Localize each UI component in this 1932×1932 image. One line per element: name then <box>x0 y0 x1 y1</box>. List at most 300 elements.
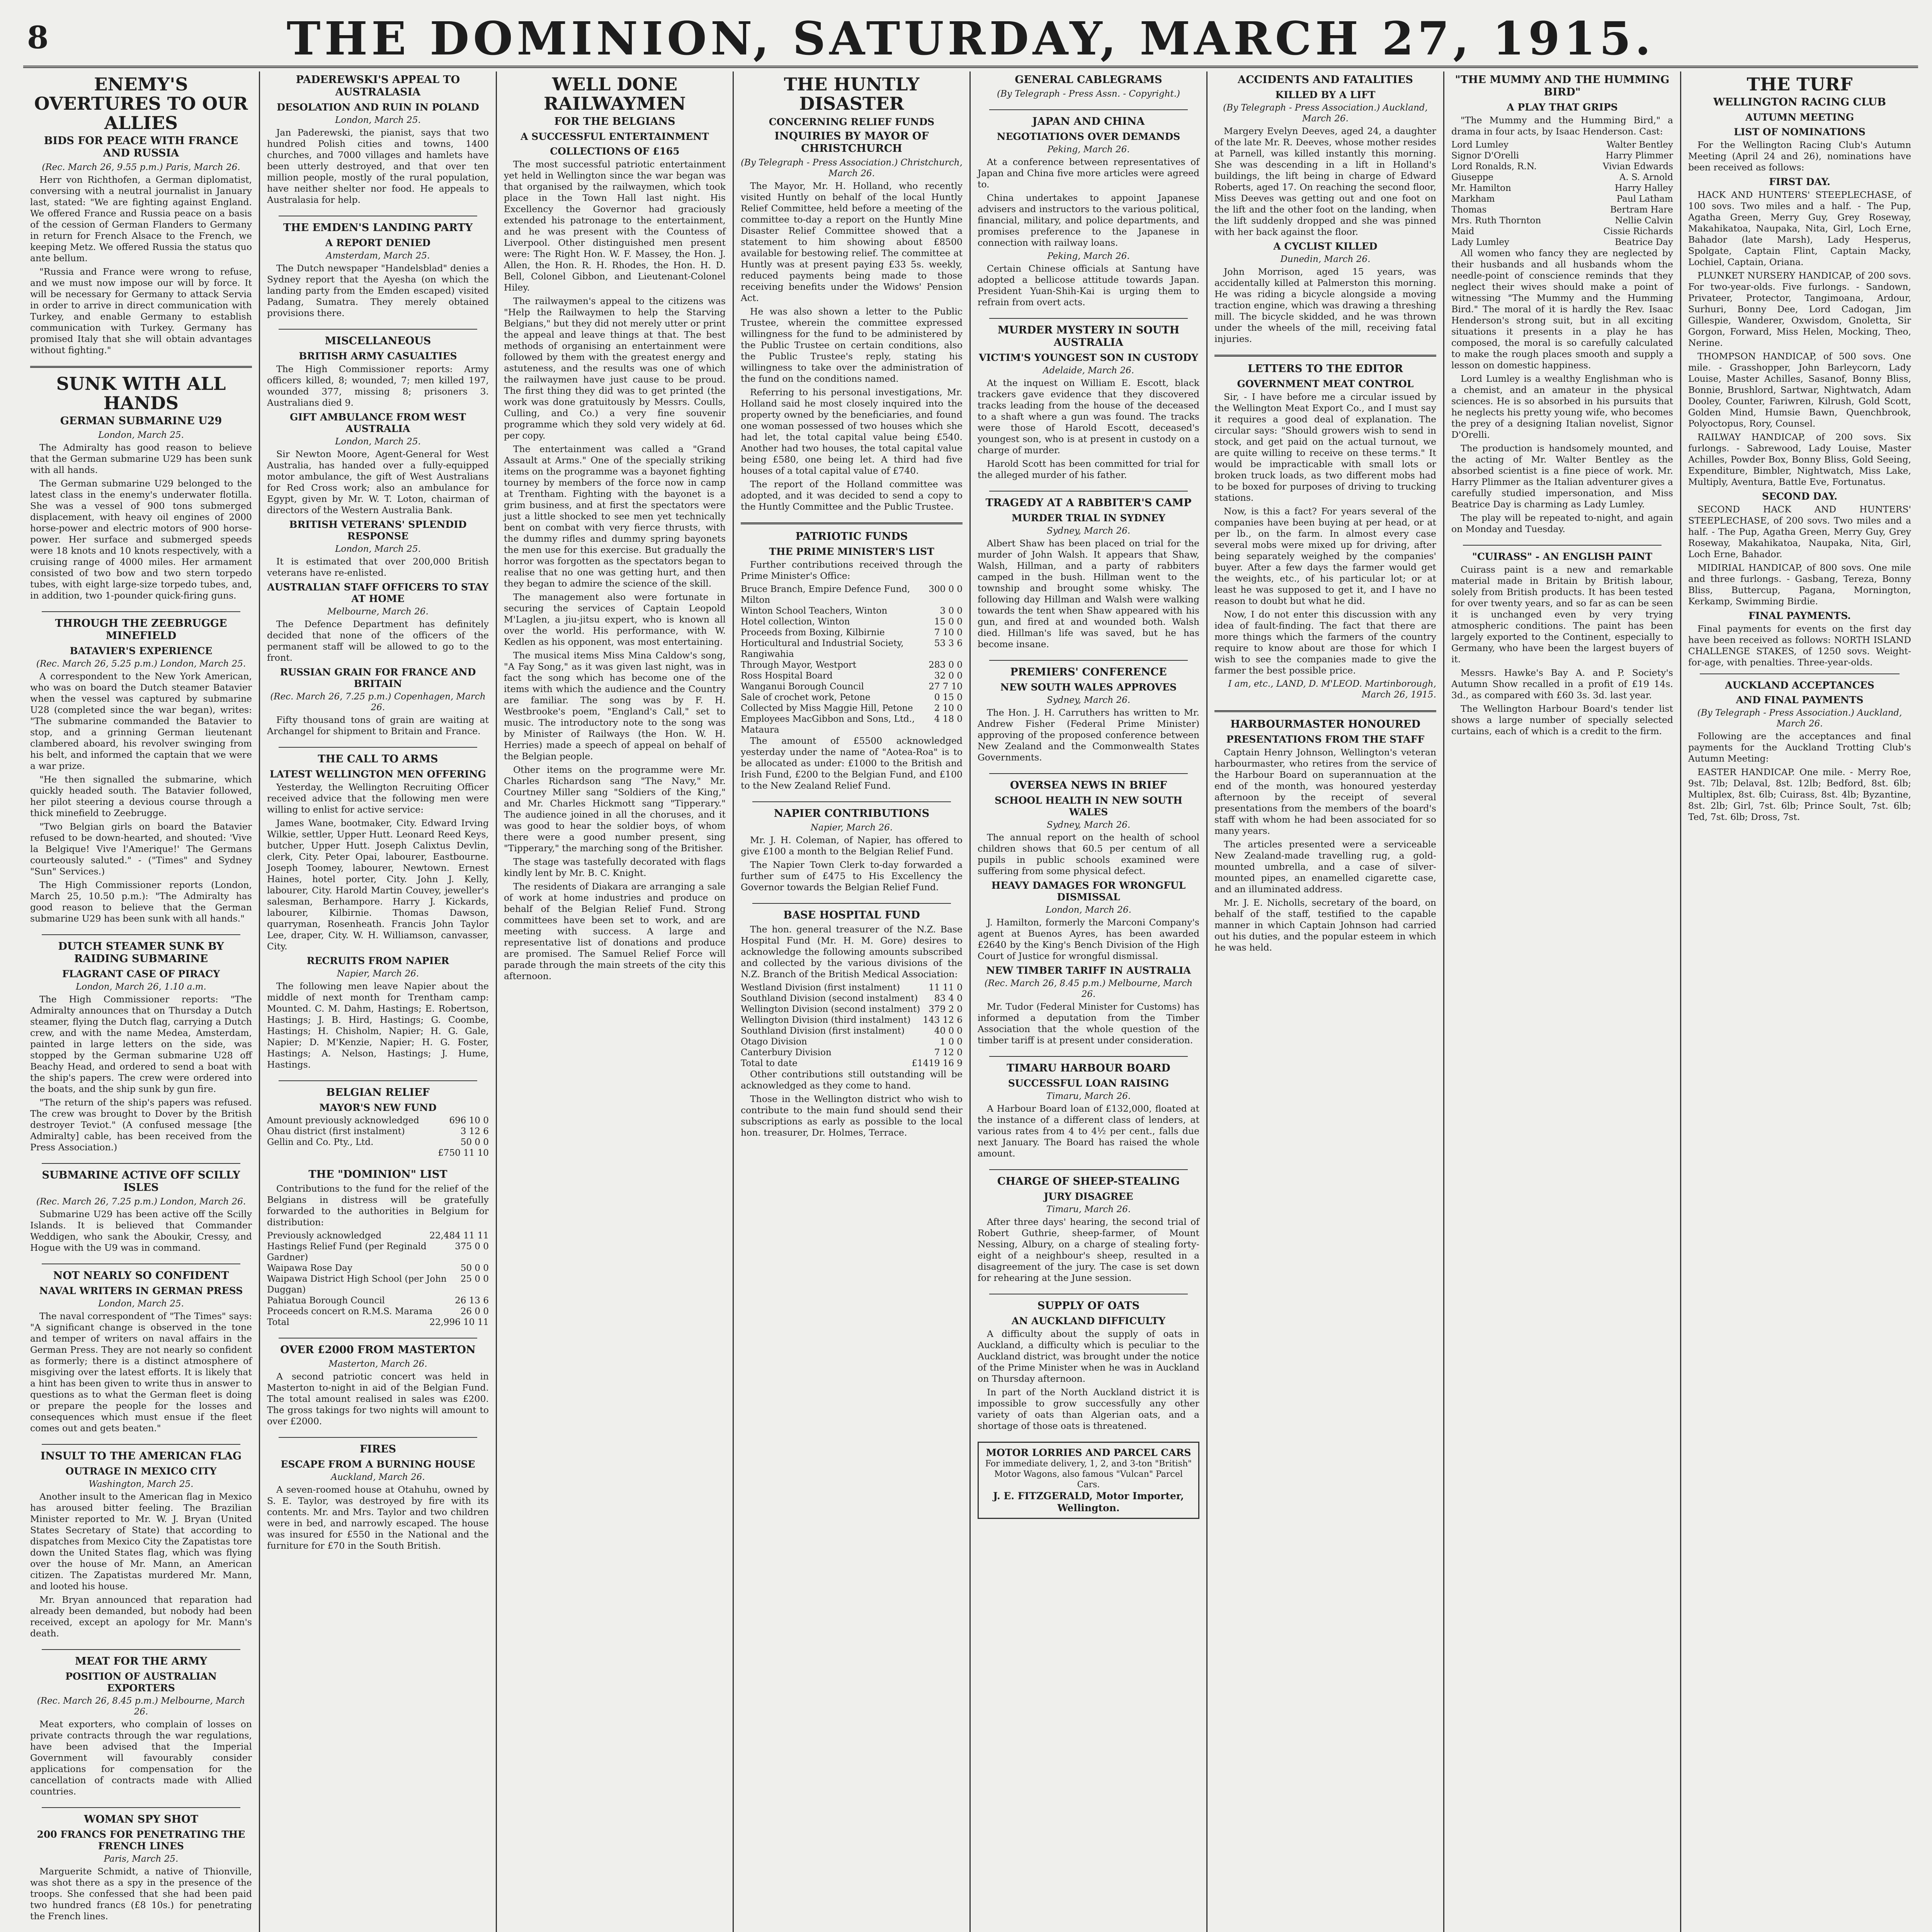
dateline: Sydney, March 26. <box>1046 526 1131 536</box>
day-heading: FINAL PAYMENTS. <box>1748 610 1851 621</box>
divider <box>279 1080 477 1081</box>
paragraph: PLUNKET NURSERY HANDICAP, of 200 sovs. For two-year-olds. Five furlongs. - Sandown, Privateer, Protector, Tangimoana, Ardour, Surhuri, Bonny Dee, Lord Cadogan, Jim Gillespie, Wanderer, Oxwisdom, Gnoletta, Sir Gorgon, Forward, Miss Helen, Mocking, Theo, Nerine. <box>1688 270 1911 348</box>
divider <box>42 934 240 935</box>
divider <box>1214 355 1436 357</box>
headline: TRAGEDY AT A RABBITER'S CAMP <box>985 497 1192 509</box>
headline: ACCIDENTS AND FATALITIES <box>1238 74 1413 86</box>
paragraph: RAILWAY HANDICAP, of 200 sovs. Six furlongs. - Sabrewood, Lady Louise, Master Achilles, Powder Box, Bonny Bliss, Gold Seeing, Expenditure, Bimbler, Nightwatch, Miss Lake, Multiply, Aventura, Battle Eve, Fortunatus. <box>1688 432 1911 487</box>
article-woman-spy-shot <box>30 1813 252 1922</box>
subheadline: LIST OF NOMINATIONS <box>1734 126 1866 138</box>
list-item-name: Giuseppe <box>1451 172 1494 182</box>
list-item-amount: Harry Halley <box>1614 183 1673 193</box>
paragraph: Messrs. Hawke's Bay A. and P. Society's Autumn Show recalled in a profit of £19 14s. 3d., as compared with £60 3s. 3d. last year. <box>1451 667 1673 701</box>
list-item-name: Through Mayor, Westport <box>741 660 857 670</box>
subheadline: INQUIRIES BY MAYOR OF CHRISTCHURCH <box>774 130 929 155</box>
subheadline: BRITISH ARMY CASUALTIES <box>299 350 457 362</box>
list-item <box>267 1148 489 1158</box>
paragraph: The German submarine U29 belonged to the latest class in the enemy's underwater flotilla. She was a vessel of 900 tons submerged displacement, with heavy oil engines of 2000 horse-power and electric motors of 900 horse-power. Her surface and submerged speeds were 18 knots and 10 knots respectively, with a cruising range of 4000 miles. Her armament consisted of two bow and two stern torpedo tubes, with eight large-size torpedo tubes, and, in addition, two 1-pounder quick-firing guns. <box>30 478 252 601</box>
subheadline: BRITISH VETERANS' SPLENDID RESPONSE <box>289 519 467 542</box>
list-item <box>741 1036 963 1047</box>
article-enemys-overtures <box>30 75 252 356</box>
paragraph: HACK AND HUNTERS' STEEPLECHASE, of 100 sovs. Two miles and a half. - The Pup, Agatha Green, Merry Guy, Grey Roseway, Makahikatoa, Naupaka, Nita, Girl, Loch Erne, Bahador (late Marsh), Lady Hesperus, Spolgate, Captain Flint, Captain Macky, Lochiel, Captain, Oriana. <box>1688 189 1911 267</box>
dateline: Masterton, March 26. <box>328 1359 427 1369</box>
paragraph: Harold Scott has been committed for trial for the alleged murder of his father. <box>978 458 1199 480</box>
list-item <box>1451 161 1673 172</box>
headline: MISCELLANEOUS <box>325 335 431 347</box>
list-item-name: Lord Ronalds, R.N. <box>1451 162 1537 172</box>
columns <box>23 71 1918 1932</box>
list-item <box>1451 183 1673 194</box>
paragraph: Other contributions still outstanding will be acknowledged as they come to hand. <box>741 1069 963 1091</box>
list-item <box>741 605 963 616</box>
headline: MURDER MYSTERY IN SOUTH AUSTRALIA <box>997 324 1180 349</box>
subheadline: VICTIM'S YOUNGEST SON IN CUSTODY <box>979 352 1198 363</box>
subheadline: SUCCESSFUL LOAN RAISING <box>1008 1078 1169 1089</box>
paragraph: The most successful patriotic entertainment yet held in Wellington since the war began was that organised by the railwaymen, which took place in the Town Hall last night. His Excellency the Governor had graciously extended his patronage to the entertainment, and he was present with the Countess of Liverpool. Other distinguished men present were: The Right Hon. W. F. Massey, the Hon. J. Allen, the Hon. R. H. Rhodes, the Hon. H. D. Bell, Colonel Gibbon, and Lieutenant-Colonel Hiley. <box>504 159 726 293</box>
dateline: London, March 25. <box>98 1299 184 1309</box>
paragraph: The residents of Diakara are arranging a sale of work at home industries and produce on behalf of the Belgian Relief Fund. Strong committees have been set to work, and are meeting with success. A large and representative list of donations and produce are promised. The Samuel Relief Force will parade through the main streets of the city this afternoon. <box>504 881 726 981</box>
subheadline: WELLINGTON RACING CLUB <box>1713 96 1886 108</box>
paragraph: Now, I do not enter this discussion with any idea of fault-finding. The fact that there are more things which the farmers of the country require to know about are those for which I wish to see the companies made to give the farmer the best possible price. <box>1214 609 1436 676</box>
paragraph: Sir, - I have before me a circular issued by the Wellington Meat Export Co., and I must say it requires a good deal of explanation. The circular says: "Should growers wish to send in stock, and get paid on the actual turnout, we are quite willing to receive on these terms." It would be impracticable with small lots or broken truck loads, as two different mobs had to be boxed for purposes of driving to trucking stations. <box>1214 391 1436 503</box>
list-item-name: Previously acknowledged <box>267 1231 382 1241</box>
list-item-name: Employees MacGibbon and Sons, Ltd., Mataura <box>741 714 915 735</box>
paragraph: China undertakes to appoint Japanese advisers and instructors to the various political, financial, military, and police departments, and promises preference to the Japanese in connection with railway loans. <box>978 192 1199 248</box>
article-cuirass-paint <box>1451 551 1673 737</box>
list-item-name: Wellington Division (second instalment) <box>741 1004 920 1014</box>
article-rabbiters-camp <box>978 497 1199 650</box>
column-6 <box>1208 71 1444 1932</box>
headline: THE EMDEN'S LANDING PARTY <box>283 222 473 234</box>
list-item-amount: 15 0 0 <box>934 617 963 627</box>
article-patriotic-funds <box>741 531 963 791</box>
paragraph: Mr. Bryan announced that reparation had already been demanded, but nobody had been received, except an apology for Mr. Mann's death. <box>30 1594 252 1639</box>
list-item <box>741 584 963 605</box>
dateline: Dunedin, March 26. <box>1280 254 1371 264</box>
subheadline: GIFT AMBULANCE FROM WEST AUSTRALIA <box>289 412 466 434</box>
list-item-name: Ohau district (first instalment) <box>267 1126 405 1136</box>
paragraph: Referring to his personal investigations, Mr. Holland said he most closely inquired into the property owned by the beneficiaries, and found one woman possessed of two houses which she had let, the total capital value being £540. Another had two houses, the total capital value being £580, one being let. A third had five houses of a total capital value of £740. <box>741 387 963 476</box>
divider <box>752 903 951 904</box>
list-item-amount: 22,484 11 11 <box>429 1231 489 1241</box>
paragraph: James Wane, bootmaker, City. Edward Irving Wilkie, settler, Upper Hutt. Leonard Reed Keys, butcher, Upper Hutt. Joseph Calixtus Devlin, clerk, City. Peter Opai, labourer, Eastbourne. Joseph Toomey, labourer, Newtown. Ernest Haines, hotel porter, City. John J. Kelly, labourer, City. Harold Martin Couvey, jeweller's salesman, Berhampore. Harry J. Kickards, labourer, Kilbirnie. Thomas Dawson, quarryman, Rosenheath. Francis John Taylor Lee, draper, City. W. H. Williamson, canvasser, City. <box>267 818 489 952</box>
article-napier-contributions <box>741 808 963 893</box>
subheadline: AN AUCKLAND DIFFICULTY <box>1011 1315 1166 1327</box>
list-item <box>741 1026 963 1036</box>
list-item-name: Otago Division <box>741 1037 807 1047</box>
paragraph: EASTER HANDICAP. One mile. - Merry Roe, 9st. 7lb; Delaval, 8st. 12lb; Bedford, 8st. 6lb; Multiplex, 8st. 6lb; Cuirass, 8st. 4lb; Byzantine, 8st. 2lb; Girl, 7st. 6lb; Prince Soult, 7st. 6lb; Ted, 7st. 6lb; Dross, 7st. <box>1688 767 1911 822</box>
dateline: London, March 25. <box>335 544 421 554</box>
headline: NOT NEARLY SO CONFIDENT <box>53 1270 229 1282</box>
dateline: Sydney, March 26. <box>1046 695 1131 705</box>
subheadline: AUSTRALIAN STAFF OFFICERS TO STAY AT HOME <box>267 582 489 604</box>
list-item-amount: 4 18 0 <box>934 714 963 724</box>
paragraph: Sir Newton Moore, Agent-General for West Australia, has handed over a fully-equipped motor ambulance, the gift of West Australians for Red Cross work; also an ambulance for Egypt, given by Mr. W. T. Loton, chairman of directors of the Western Australia Bank. <box>267 449 489 515</box>
dateline: Paris, March 25. <box>104 1854 179 1864</box>
headline: ENEMY'S OVERTURES TO OUR ALLIES <box>34 74 248 133</box>
subheadline: ESCAPE FROM A BURNING HOUSE <box>281 1459 475 1470</box>
list-item-amount: 7 10 0 <box>934 628 963 638</box>
subheadline: SCHOOL HEALTH IN NEW SOUTH WALES <box>995 795 1182 818</box>
paragraph: A seven-roomed house at Otahuhu, owned by S. E. Taylor, was destroyed by fire with its contents. Mr. and Mrs. Taylor and two children were in bed, and narrowly escaped. The house was insured for £550 in the National and the furniture for £70 in the South British. <box>267 1484 489 1551</box>
subheadline: COLLECTIONS OF £165 <box>550 146 680 157</box>
headline: LETTERS TO THE EDITOR <box>1248 363 1403 375</box>
headline: PATRIOTIC FUNDS <box>795 531 908 543</box>
headline: OVERSEA NEWS IN BRIEF <box>1010 779 1167 791</box>
list-item-amount: Bertram Hare <box>1610 205 1673 215</box>
divider <box>1700 673 1900 674</box>
paragraph: The annual report on the health of school children shows that 60.5 per centum of all pupils in public schools examined were suffering from some physical defect. <box>978 832 1199 876</box>
list-item-name: Thomas <box>1451 205 1487 215</box>
list-item <box>741 638 963 660</box>
paragraph: Other items on the programme were Mr. Charles Richardson sang "The Navy," Mr. Courtney Miller sang "Soldiers of the King," and Mr. Charles Hickmott sang "Tipperary." The audience joined in all the choruses, and it was good to hear the soldier boys, of whom there were a good number present, sing "Tipperary," the marching song of the Britisher. <box>504 764 726 854</box>
paragraph: Mr. Tudor (Federal Minister for Customs) has informed a deputation from the Timber Association that the whole question of the timber tariff is at present under consideration. <box>978 1001 1199 1046</box>
paragraph: "The return of the ship's papers was refused. The crew was brought to Dover by the British destroyer Teviot." (A confused message [the Admiralty] cable, has been received from the Press Association.) <box>30 1097 252 1153</box>
column-4 <box>734 71 971 1932</box>
subscription-list <box>267 1115 489 1158</box>
list-item <box>267 1230 489 1241</box>
list-item <box>1451 139 1673 150</box>
paragraph: The hon. general treasurer of the N.Z. Base Hospital Fund (Mr. H. M. Gore) desires to acknowledge the following amounts subscribed and collected by the various divisions of the N.Z. Branch of the British Medical Association: <box>741 924 963 980</box>
paragraph: Mr. J. H. Coleman, of Napier, has offered to give £100 a month to the Belgian Relief Fund. <box>741 835 963 857</box>
headline: NAPIER CONTRIBUTIONS <box>774 808 930 820</box>
paragraph: The play will be repeated to-night, and again on Monday and Tuesday. <box>1451 512 1673 534</box>
article-dutch-steamer-sunk <box>30 940 252 1153</box>
paragraph: The Defence Department has definitely decided that none of the officers of the permanent staff will be allowed to go to the front. <box>267 619 489 663</box>
list-item-name: Hastings Relief Fund (per Reginald Gardner) <box>267 1242 427 1262</box>
list-item <box>267 1126 489 1137</box>
subheadline: NAVAL WRITERS IN GERMAN PRESS <box>39 1285 243 1296</box>
list-item-name: Lady Lumley <box>1451 237 1509 247</box>
list-item-name: Canterbury Division <box>741 1048 832 1058</box>
divider <box>1463 545 1662 546</box>
day-heading: SECOND DAY. <box>1762 491 1838 502</box>
dateline: Washington, March 25. <box>88 1479 194 1489</box>
subheadline: A PLAY THAT GRIPS <box>1507 102 1618 113</box>
article-harbourmaster-honoured <box>1214 718 1436 953</box>
list-item-amount: 375 0 0 <box>455 1242 489 1252</box>
article-masterton <box>267 1344 489 1427</box>
list-item-name: Wellington Division (third instalment) <box>741 1015 911 1025</box>
divider <box>989 660 1188 661</box>
paragraph: The Wellington Harbour Board's tender list shows a large number of specially selected curtains, each of which is a credit to the firm. <box>1451 703 1673 736</box>
list-item-amount: 26 0 0 <box>460 1306 489 1316</box>
paragraph: A second patriotic concert was held in Masterton to-night in aid of the Belgian Fund. The total amount realised in sales was £200. The gross takings for two nights will amount to over £2000. <box>267 1371 489 1427</box>
column-5 <box>971 71 1208 1932</box>
article-sunk-with-all-hands <box>30 374 252 601</box>
dateline: London, March 25. <box>335 437 421 447</box>
paragraph: Marguerite Schmidt, a native of Thionville, was shot there as a spy in the presence of the troops. She confessed that she had been paid two hundred francs (£8 10s.) for penetrating the French lines. <box>30 1866 252 1922</box>
list-item <box>267 1306 489 1317</box>
list-item-amount: Harry Plimmer <box>1605 151 1673 161</box>
divider <box>30 366 252 368</box>
paragraph: Following are the acceptances and final payments for the Auckland Trotting Club's Autumn Meeting: <box>1688 731 1911 764</box>
divider <box>42 1807 240 1808</box>
article-dominion-list <box>267 1168 489 1328</box>
list-item-amount: A. S. Arnold <box>1619 172 1673 182</box>
list-item-amount: 40 0 0 <box>934 1026 963 1036</box>
paragraph: Fifty thousand tons of grain are waiting at Archangel for shipment to Britain and France. <box>267 714 489 736</box>
list-item-amount: Nellie Calvin <box>1615 216 1673 226</box>
paragraph: The following men leave Napier about the middle of next month for Trentham camp: Mounted. C. M. Dahm, Hastings; E. Robertson, Hastings; J. B. Hird, Hastings; G. Coombe, Hastings; H. Chisholm, Napier; H. G. Gale, Napier; D. M'Kenzie, Napier; H. G. Foster, Hastings; A. Nelson, Hastings; J. Hume, Hastings. <box>267 981 489 1070</box>
list-item-name: Waipawa District High School (per John Duggan) <box>267 1274 447 1295</box>
list-item-amount: 0 15 0 <box>934 692 963 702</box>
paragraph: Now, is this a fact? For years several of the companies have been buying at per head, or at per lb., on the farm. In almost every case several mobs were mixed up for driving, after being separately weighed by the companies' buyer. After a few days the farmer would get the weights, etc., of his particular lot; or at least he was supposed to get it, and I have no reason to doubt but what he did. <box>1214 506 1436 606</box>
headline: SUPPLY OF OATS <box>1037 1300 1140 1312</box>
article-zeebrugge-minefield <box>30 617 252 924</box>
headline: PADEREWSKI'S APPEAL TO AUSTRALASIA <box>296 74 460 98</box>
paragraph: The stage was tastefully decorated with flags kindly lent by Mr. B. C. Knight. <box>504 856 726 878</box>
subheadline: CONCERNING RELIEF FUNDS <box>769 116 935 128</box>
list-item <box>741 982 963 993</box>
article-mummy-humming-bird <box>1451 74 1673 535</box>
article-belgian-relief <box>267 1087 489 1158</box>
ad-text: For immediate delivery, 1, 2, and 3-ton "British" Motor Wagons, also famous "Vulcan" Parcel Cars. <box>985 1459 1192 1490</box>
list-item <box>1451 150 1673 161</box>
paragraph: Certain Chinese officials at Santung have adopted a bellicose attitude towards Japan. President Yuan-Shih-Kai is urging them to refrain from overt acts. <box>978 263 1199 308</box>
dateline: Napier, March 26. <box>337 969 419 979</box>
paragraph: The railwaymen's appeal to the citizens was "Help the Railwaymen to help the Starving Belgians," but they did not merely utter or print the appeal and leave things at that. The best methods of organising an entertainment were followed by them with the greatest energy and astuteness, and the results was one of which the railwaymen have just cause to be proud. The first thing they did was to get printed (the work was done gratuitously by Messrs. Coulls, Culling, and Co.) a very fine souvenir programme which they sold very widely at 6d. per copy. <box>504 296 726 441</box>
dateline: Timaru, March 26. <box>1046 1204 1131 1214</box>
paragraph: After three days' hearing, the second trial of Robert Guthrie, sheep-farmer, of Mount Nessing, Albury, on a charge of stealing forty-eight of a neighbour's sheep, resulted in a disagreement of the jury. The case is set down for rehearing at the June session. <box>978 1216 1199 1283</box>
dateline: (By Telegraph - Press Association.) Christchurch, March 26. <box>741 158 963 179</box>
subheadline: RUSSIAN GRAIN FOR FRANCE AND BRITAIN <box>280 667 476 689</box>
article-the-turf <box>1688 75 1911 823</box>
article-well-done-railwaymen <box>504 75 726 982</box>
list-item-amount: 379 2 0 <box>929 1004 963 1014</box>
paragraph: The Mayor, Mr. H. Holland, who recently visited Huntly on behalf of the local Huntly Relief Committee, held before a meeting of the committee to-day a report on the Huntly Mine Disaster Relief Committee showed that a statement to him showing about £8500 available for bestowing relief. The committee at Huntly was at present paying £33 5s. weekly, reduced payments being made to those receiving benefits under the Widows' Pension Act. <box>741 180 963 303</box>
dateline: Auckland, March 26. <box>331 1472 425 1482</box>
paragraph: J. Hamilton, formerly the Marconi Company's agent at Buenos Ayres, has been awarded £2640 by the King's Bench Division of the High Court of Justice for wrongful dismissal. <box>978 917 1199 961</box>
dateline: Melbourne, March 26. <box>327 607 429 617</box>
divider <box>752 801 951 802</box>
headline: INSULT TO THE AMERICAN FLAG <box>40 1450 242 1462</box>
list-item-amount: 22,996 10 11 <box>429 1317 489 1327</box>
headline: MEAT FOR THE ARMY <box>75 1655 207 1667</box>
subheadline: RECRUITS FROM NAPIER <box>306 955 449 966</box>
subheadline: NEW TIMBER TARIFF IN AUSTRALIA <box>986 965 1191 976</box>
divider <box>989 1056 1188 1057</box>
divider <box>1214 710 1436 712</box>
article-timaru-harbour <box>978 1062 1199 1159</box>
dateline: Napier, March 26. <box>810 823 893 833</box>
list-item-amount: 25 0 0 <box>460 1274 489 1284</box>
paragraph: At a conference between representatives of Japan and China five more articles were agreed to. <box>978 156 1199 190</box>
dateline: (Rec. March 26, 9.55 p.m.) Paris, March 26. <box>42 162 240 172</box>
list-item-name: Total <box>267 1317 289 1327</box>
article-general-cablegrams <box>978 74 1199 99</box>
subheadline: DESOLATION AND RUIN IN POLAND <box>277 102 479 113</box>
paragraph: The naval correspondent of "The Times" says: "A significant change is observed in the tone and temper of writers on naval affairs in the German Press. They are not nearly so confident as formerly; there is a distinct atmosphere of misgiving over the latest efforts. It is likely that a hint has been given to write thus in answer to questions as to what the German fleet is doing or prepare the people for the losses and consequences which must ensue if the fleet comes out and gets beaten." <box>30 1311 252 1434</box>
subscription-list <box>267 1230 489 1328</box>
list-item <box>267 1137 489 1148</box>
subscription-list <box>741 584 963 735</box>
list-item-name: Wanganui Borough Council <box>741 682 864 692</box>
article-insult-american-flag <box>30 1450 252 1639</box>
paragraph: Jan Paderewski, the pianist, says that two hundred Polish cities and towns, 1400 churches, and 7000 villages and hamlets have been utterly destroyed, and that over ten million people, mostly of the rural population, have neither shelter nor food. He appeals to Australasia for help. <box>267 127 489 205</box>
list-item <box>741 692 963 703</box>
paragraph: At the inquest on William E. Escott, black trackers gave evidence that they discovered tracks leading from the house of the deceased to a shaft where a gun was found. The tracks were those of Harold Escott, deceased's youngest son, who is at present in custody on a charge of murder. <box>978 378 1199 456</box>
list-item <box>741 703 963 714</box>
list-item-name: Markham <box>1451 194 1495 204</box>
list-item-amount: 50 0 0 <box>460 1263 489 1273</box>
dateline: Peking, March 26. <box>1047 251 1130 261</box>
article-japan-and-china <box>978 116 1199 308</box>
paragraph: Meat exporters, who complain of losses on private contracts through the war regulations, have been advised that the Imperial Government will favourably consider applications for compensation for the cancellation of contracts made with Allied countries. <box>30 1719 252 1797</box>
paragraph: "Two Belgian girls on board the Batavier refused to be down-hearted, and shouted: 'Vive la Belgique! Vive l'Amerique!' The Germans courteously saluted." - ("Times" and Sydney "Sun" Services.) <box>30 821 252 877</box>
list-item <box>741 670 963 681</box>
subheadline: FLAGRANT CASE OF PIRACY <box>62 968 220 980</box>
dateline: (Rec. March 26, 7.25 p.m.) Copenhagen, March 26. <box>270 692 486 713</box>
list-item-name: Winton School Teachers, Winton <box>741 606 888 616</box>
column-3 <box>497 71 734 1932</box>
divider <box>42 1444 240 1445</box>
headline: JAPAN AND CHINA <box>1032 116 1145 128</box>
headline: SUBMARINE ACTIVE OFF SCILLY ISLES <box>42 1169 240 1194</box>
dateline: (Rec. March 26, 8.45 p.m.) Melbourne, March 26. <box>984 978 1193 999</box>
paragraph: Herr von Richthofen, a German diplomatist, conversing with a neutral journalist in January last, stated: "We are fighting against England. We offered France and Russia peace on a basis of the cession of German Flanders to Germany in return for French Alsace to the French, we keeping Metz. We offered Russia the status quo ante bellum. <box>30 174 252 264</box>
subheadline: A CYCLIST KILLED <box>1273 241 1378 252</box>
list-item-name: Horticultural and Industrial Society, Rangiwahia <box>741 638 904 659</box>
article-oversea-news <box>978 779 1199 1046</box>
paragraph: Margery Evelyn Deeves, aged 24, a daughter of the late Mr. R. Deeves, whose mother resides at Parnell, was killed instantly this morning. She was descending in a lift in Holland's buildings, the lift being in charge of Edward Roberts, aged 17. On reaching the second floor, Miss Deeves was getting out and one foot on the lift and the other foot on the landing, when the lift suddenly dropped and she was pinned with her back against the floor. <box>1214 126 1436 237</box>
list-item-name: Maid <box>1451 226 1475 236</box>
paragraph: The Hon. J. H. Carruthers has written to Mr. Andrew Fisher (Federal Prime Minister) approving of the proposed conference between New Zealand and the Commonwealth States Governments. <box>978 707 1199 763</box>
column-7 <box>1444 71 1681 1932</box>
list-item-amount: 300 0 0 <box>929 584 963 594</box>
paragraph: The production is handsomely mounted, and the acting of Mr. Walter Bentley as the absorbed scientist is a fine piece of work. Mr. Harry Plimmer as the Italian adventurer gives a carefully studied impersonation, and Miss Beatrice Day is charming as Lady Lumley. <box>1451 443 1673 510</box>
paragraph: The articles presented were a serviceable New Zealand-made travelling rug, a gold-mounted umbrella, and a case of silver-mounted pipes, an enamelled cigarette case, and an illuminated address. <box>1214 839 1436 895</box>
list-item-amount: Cissie Richards <box>1603 226 1673 236</box>
list-item-amount: 53 3 6 <box>934 638 963 648</box>
paragraph: All women who fancy they are neglected by their husbands and all husbands whom the needle-point of conscience reminds that they neglect their wives should make a point of witnessing "The Mummy and the Humming Bird." The moral of it is hardly the Rev. Isaac Henderson's strong suit, but in all exciting situations it presents in a play he has composed, the moral is so carefully calculated to make the rough places smooth and supply a lesson on domestic happiness. <box>1451 248 1673 371</box>
list-item-name: Southland Division (second instalment) <box>741 993 918 1003</box>
dateline: (Rec. March 26, 8.45 p.m.) Melbourne, March 26. <box>37 1696 245 1717</box>
article-not-nearly-so-confident <box>30 1270 252 1434</box>
article-accidents <box>1214 74 1436 345</box>
list-item-name: Total to date <box>741 1058 798 1068</box>
paragraph: Lord Lumley is a wealthy Englishman who is a chemist, and an amateur in the physical sciences. He is so absorbed in his pursuits that he neglects his pretty young wife, who becomes the prey of a designing Italian novelist, Signor D'Orelli. <box>1451 373 1673 440</box>
list-item-name: Gellin and Co. Pty., Ltd. <box>267 1137 374 1147</box>
dateline: (By Telegraph - Press Association.) Auckland, March 26. <box>1223 103 1428 124</box>
paragraph: A Harbour Board loan of £132,000, floated at the instance of a different class of lenders, at various rates from 4 to 4½ per cent., falls due next January. The Board has raised the whole amount. <box>978 1103 1199 1159</box>
dateline: Amsterdam, March 25. <box>326 251 430 261</box>
headline: CHARGE OF SHEEP-STEALING <box>997 1175 1180 1187</box>
subheadline: A SUCCESSFUL ENTERTAINMENT <box>520 131 709 142</box>
list-item <box>741 627 963 638</box>
article-meat-for-army <box>30 1655 252 1797</box>
paragraph: Mr. J. E. Nicholls, secretary of the board, on behalf of the staff, testified to the capable manner in which Captain Johnson had carried out his duties, and the popular esteem in which he was held. <box>1214 897 1436 953</box>
article-emden-landing-party <box>267 222 489 319</box>
headline: OVER £2000 FROM MASTERTON <box>280 1344 476 1356</box>
paragraph: The High Commissioner reports: Army officers killed, 8; wounded, 7; men killed 197, wounded 377, missing 8; prisoners 3. Australians died 9. <box>267 364 489 408</box>
subheadline: 200 FRANCS FOR PENETRATING THE FRENCH LINES <box>37 1829 245 1852</box>
headline: FIRES <box>359 1443 396 1455</box>
list-item-amount: Vivian Edwards <box>1602 162 1673 172</box>
divider <box>989 109 1188 110</box>
dateline: London, March 26, 1.10 a.m. <box>76 982 206 992</box>
list-item-amount: 2 10 0 <box>934 703 963 713</box>
list-item <box>1451 215 1673 226</box>
divider <box>989 773 1188 774</box>
list-item-name: Pahiatua Borough Council <box>267 1296 385 1306</box>
headline: WOMAN SPY SHOT <box>84 1813 198 1825</box>
divider <box>989 318 1188 319</box>
list-item-amount: £1419 16 9 <box>912 1058 963 1068</box>
list-item-amount: 27 7 10 <box>929 682 963 692</box>
divider <box>279 329 477 330</box>
divider <box>989 491 1188 492</box>
list-item-amount: 7 12 0 <box>934 1048 963 1058</box>
divider <box>279 1437 477 1438</box>
paragraph: The entertainment was called a "Grand Assault at Arms." One of the specially striking items on the programme was a bayonet fighting tourney by members of the force now in camp at Trentham. Fighting with the bayonet is a grim business, and at first the spectators were just a little shocked to see men yet technically bent on combat with very fierce thrusts, with the dummy rifles and dummy spring bayonets the men use for this exercise. But gradually the horror was forgotten as the spectators began to realise that no one was getting hurt, and then they began to admire the science of the skill. <box>504 444 726 589</box>
paragraph: The musical items Miss Mina Caldow's song, "A Fay Song," as it was given last night, was in fact the song which has become one of the items with which the audience and the Country are familiar. The song was by F. H. Westbrooke's poem, "England's Call," set to music. The introductory note to the song was by Minister of Railways (the Hon. W. H. Herries) made a speech of appeal on behalf of the Belgian people. <box>504 650 726 762</box>
headline: THE HUNTLY DISASTER <box>784 74 920 114</box>
list-item-name: Proceeds concert on R.M.S. Marama <box>267 1306 433 1316</box>
list-item <box>741 714 963 735</box>
list-item-amount: Beatrice Day <box>1615 237 1673 247</box>
article-fires <box>267 1443 489 1551</box>
page-number: 8 <box>27 19 49 56</box>
list-item-amount: 143 12 6 <box>923 1015 963 1025</box>
paragraph: In part of the North Auckland district it is impossible to grow successfully any other variety of oats than Algerian oats, and a shortage of those oats is threatened. <box>978 1387 1199 1431</box>
divider <box>42 611 240 612</box>
subheadline: PRESENTATIONS FROM THE STAFF <box>1226 734 1425 745</box>
subheadline: KILLED BY A LIFT <box>1275 89 1376 100</box>
list-item-name: Lord Lumley <box>1451 140 1509 150</box>
article-supply-of-oats <box>978 1300 1199 1432</box>
subheadline: AUCKLAND ACCEPTANCES <box>1725 680 1874 691</box>
subheadline: AUTUMN MEETING <box>1745 112 1854 123</box>
list-item-amount: 3 0 0 <box>940 606 963 616</box>
dateline: (Rec. March 26, 5.25 p.m.) London, March 25. <box>36 659 246 669</box>
divider <box>42 1649 240 1650</box>
list-item <box>1451 226 1673 237</box>
headline: THE CALL TO ARMS <box>318 753 438 765</box>
subheadline: HEAVY DAMAGES FOR WRONGFUL DISMISSAL <box>991 880 1186 903</box>
headline: WELL DONE RAILWAYMEN <box>544 74 686 114</box>
subheadline: MURDER TRIAL IN SYDNEY <box>1012 512 1165 524</box>
dateline: London, March 26. <box>1046 905 1131 915</box>
paragraph: He was also shown a letter to the Public Trustee, wherein the committee expressed willingness for the fund to be administered by the Public Trustee on certain conditions, also the Public Trustee's reply, stating his willingness to take over the administration of the fund on the conditions named. <box>741 306 963 384</box>
paragraph: Yesterday, the Wellington Recruiting Officer received advice that the following men were willing to enlist for active service: <box>267 782 489 815</box>
cast-list <box>1451 139 1673 248</box>
subheadline: LATEST WELLINGTON MEN OFFERING <box>269 769 486 780</box>
subheadline: GOVERNMENT MEAT CONTROL <box>1237 378 1414 389</box>
headline: THE TURF <box>1747 74 1853 95</box>
subheadline: THE PRIME MINISTER'S LIST <box>769 546 934 557</box>
list-item <box>1451 172 1673 183</box>
paragraph: The management also were fortunate in securing the services of Captain Leopold M'Laglen, a jiu-jitsu expert, who is known all over the world. His performance, with W. Kedlen as his opponent, was most entertaining. <box>504 592 726 647</box>
list-item <box>1451 194 1673 204</box>
paragraph: "He then signalled the submarine, which quickly headed south. The Batavier followed, her pilot steering a devious course through a thick minefield to Zeebrugge. <box>30 774 252 818</box>
subheadline: BIDS FOR PEACE WITH FRANCE AND RUSSIA <box>44 135 238 159</box>
paragraph: Further contributions received through the Prime Minister's Office: <box>741 559 963 581</box>
list-item <box>741 681 963 692</box>
subheadline: BATAVIER'S EXPERIENCE <box>70 645 213 656</box>
list-item <box>741 1015 963 1026</box>
headline: THE "DOMINION" LIST <box>308 1168 447 1180</box>
dateline: London, March 25. <box>98 430 184 440</box>
paragraph: The Admiralty has good reason to believe that the German submarine U29 has been sunk with all hands. <box>30 442 252 475</box>
list-item-amount: Walter Bentley <box>1606 140 1673 150</box>
headline: PREMIERS' CONFERENCE <box>1010 666 1167 678</box>
list-item-name: Proceeds from Boxing, Kilbirnie <box>741 628 885 638</box>
list-item <box>741 1058 963 1069</box>
list-item <box>267 1295 489 1306</box>
article-miscellaneous <box>267 335 489 737</box>
advertisement-motor-lorries <box>978 1442 1199 1519</box>
